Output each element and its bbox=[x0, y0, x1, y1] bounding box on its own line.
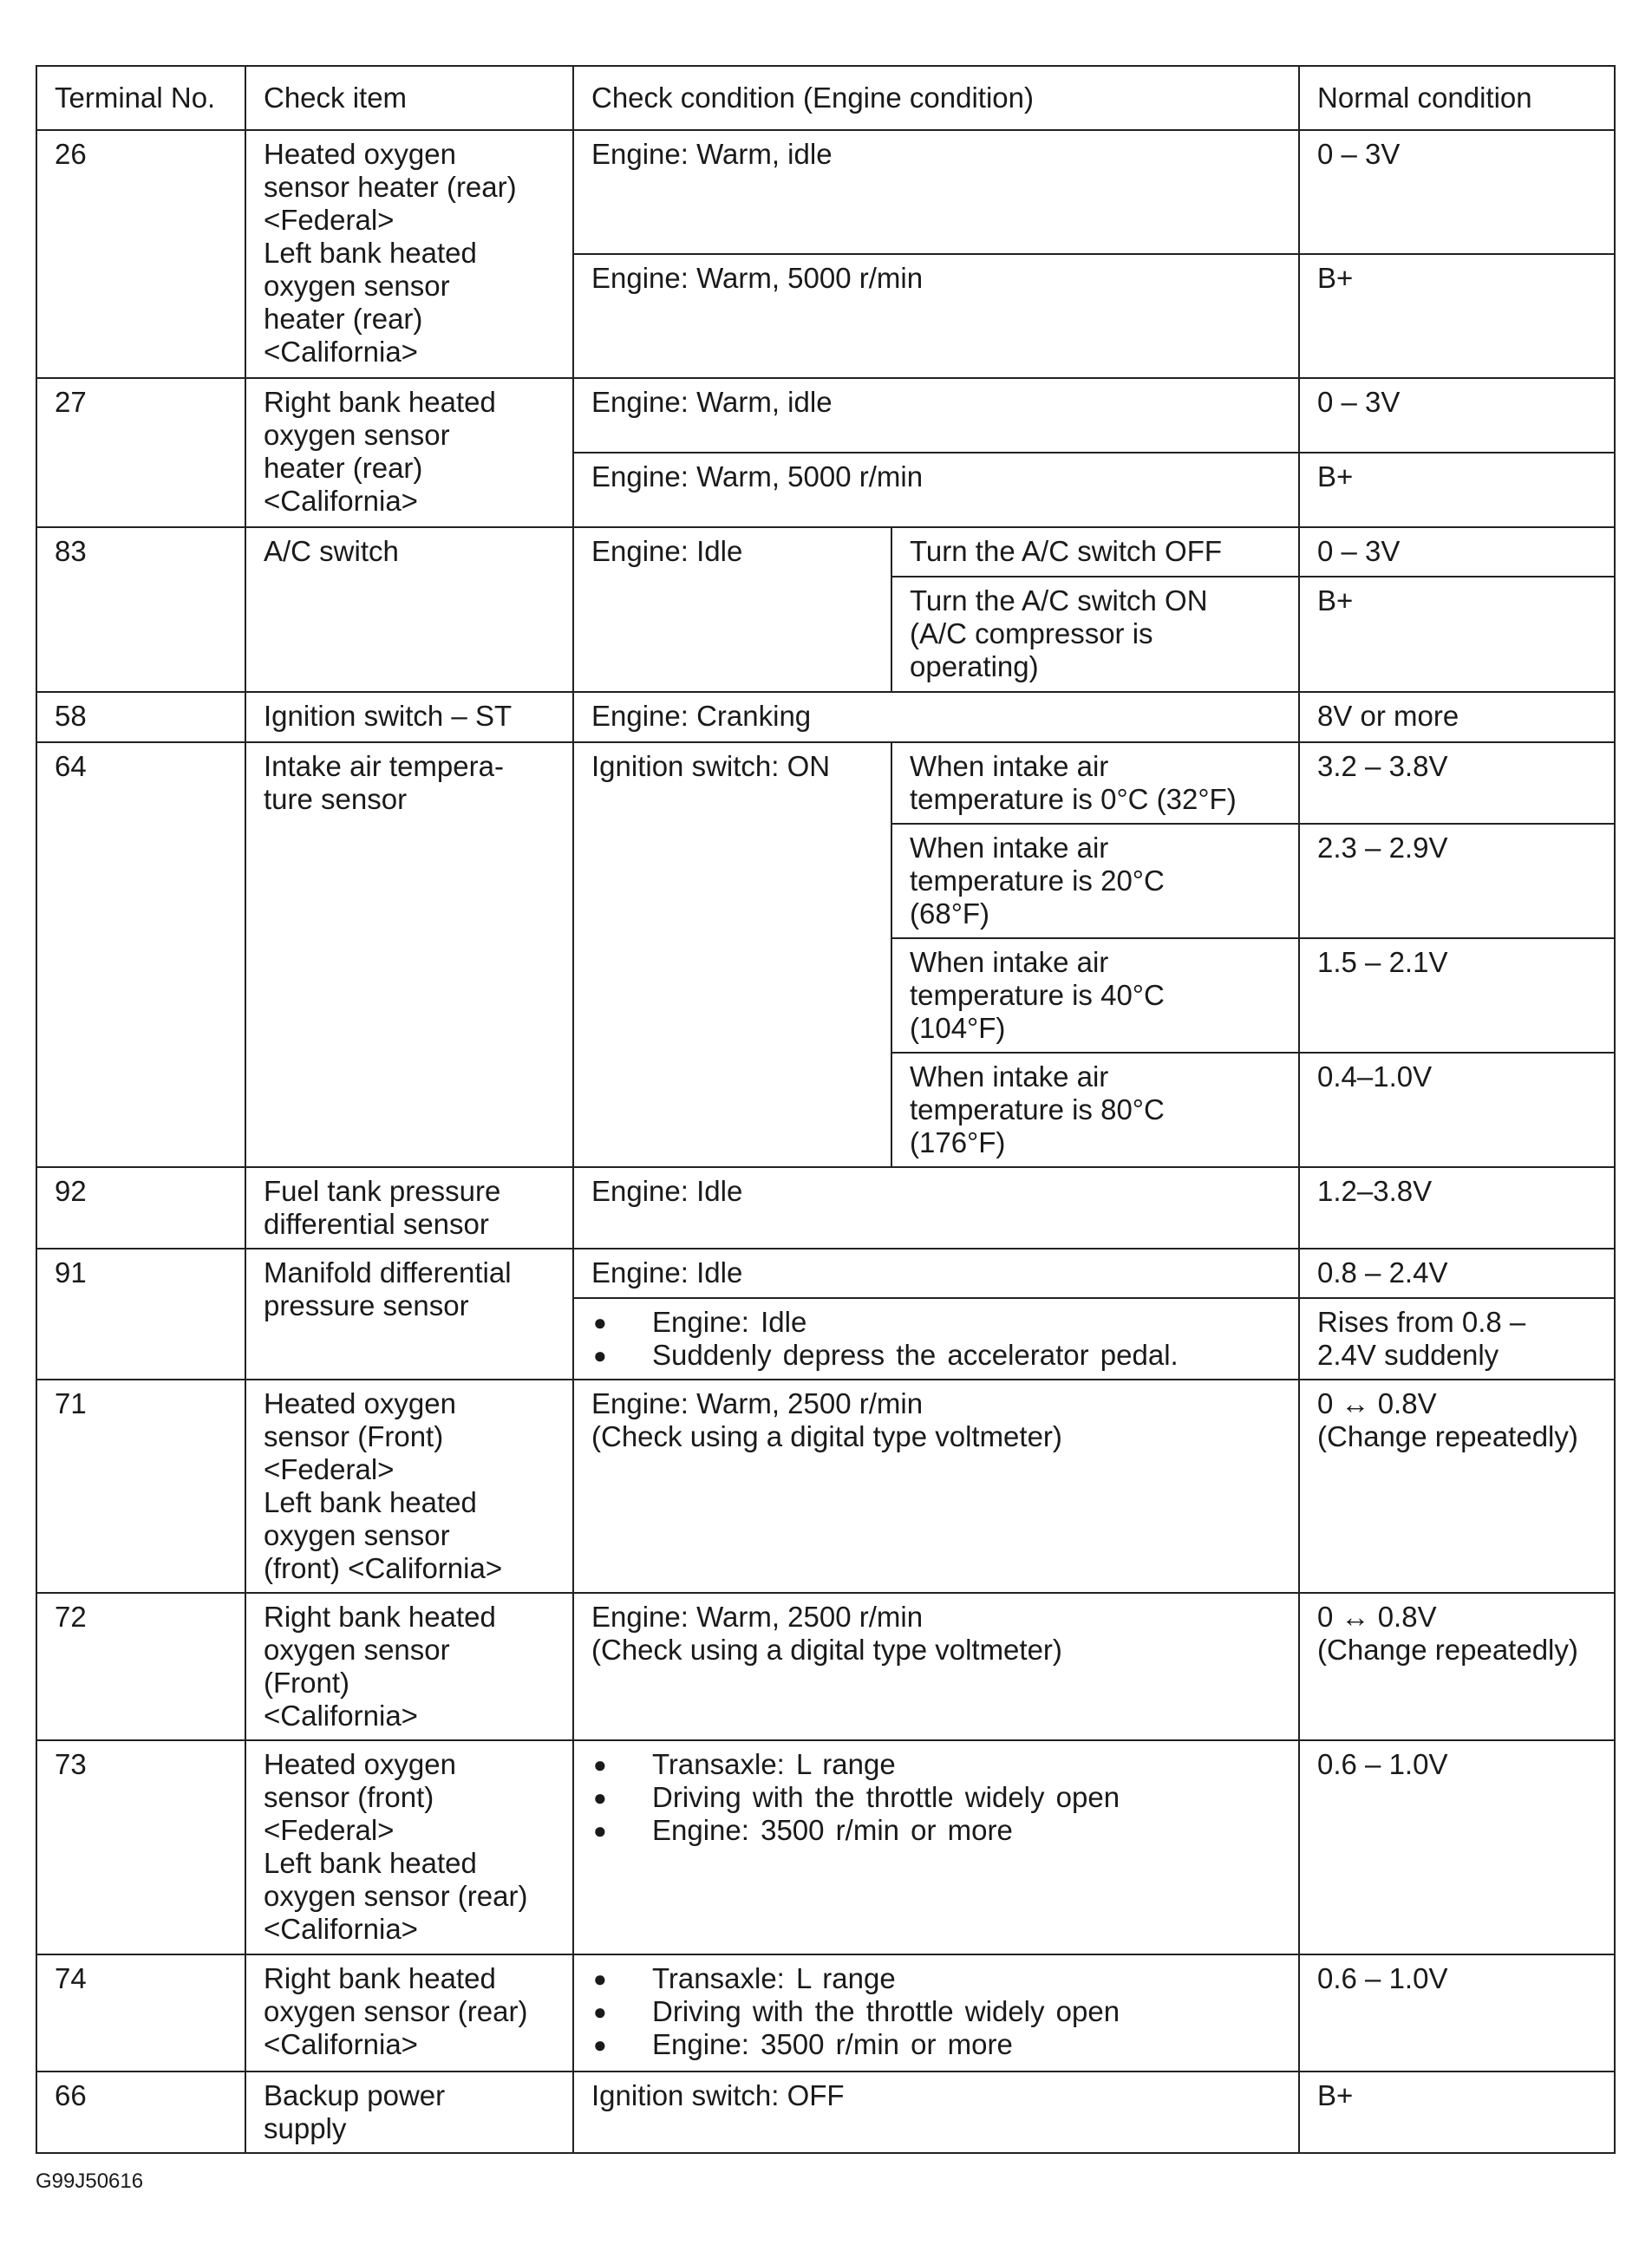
check-item: Backup power supply bbox=[245, 2072, 573, 2153]
table-row bbox=[36, 742, 1615, 824]
check-sub-condition: When intake air temperature is 20°C (68°F) bbox=[891, 824, 1299, 938]
terminal-no: 58 bbox=[36, 692, 245, 742]
list-item: ● Suddenly depress the accelerator pedal. bbox=[591, 1339, 1283, 1372]
check-item: Fuel tank pressure differential sensor bbox=[245, 1167, 573, 1249]
check-item: Right bank heated oxygen sensor heater (rear) <California> bbox=[245, 378, 573, 527]
check-item: A/C switch bbox=[245, 527, 573, 692]
check-item: Heated oxygen sensor heater (rear) <Federal> Left bank heated oxygen sensor heater (rear) <California> bbox=[245, 130, 573, 378]
table-row bbox=[36, 1380, 1615, 1593]
check-sub-condition: Turn the A/C switch ON (A/C compressor is operating) bbox=[891, 577, 1299, 692]
normal-condition: 0 – 3V bbox=[1299, 378, 1615, 453]
check-condition: Engine: Warm, idle bbox=[573, 130, 1299, 254]
figure-code: G99J50616 bbox=[36, 2169, 144, 2193]
header-normal-condition: Normal condition bbox=[1299, 66, 1615, 130]
list-item: ● Transaxle: L range bbox=[591, 1962, 1283, 1995]
check-sub-condition: When intake air temperature is 0°C (32°F) bbox=[891, 742, 1299, 824]
terminal-no: 72 bbox=[36, 1593, 245, 1740]
table-row bbox=[36, 692, 1615, 742]
terminal-no: 27 bbox=[36, 378, 245, 527]
check-sub-condition: When intake air temperature is 80°C (176°F) bbox=[891, 1053, 1299, 1167]
table-row bbox=[36, 1740, 1615, 1954]
list-item: ● Engine: Idle bbox=[591, 1306, 1283, 1339]
list-item: ● Driving with the throttle widely open bbox=[591, 1781, 1283, 1814]
check-condition: Engine: Warm, idle bbox=[573, 378, 1299, 453]
normal-condition: 8V or more bbox=[1299, 692, 1615, 742]
normal-condition: 0 ↔ 0.8V (Change repeatedly) bbox=[1299, 1380, 1615, 1593]
normal-condition: B+ bbox=[1299, 2072, 1615, 2153]
condition-bullet-list bbox=[591, 1306, 1283, 1372]
terminal-no: 74 bbox=[36, 1954, 245, 2072]
terminal-no: 73 bbox=[36, 1740, 245, 1954]
header-check-item: Check item bbox=[245, 66, 573, 130]
check-condition: Engine: Idle bbox=[573, 1249, 1299, 1298]
condition-bullet-list bbox=[591, 1748, 1283, 1847]
normal-condition: 3.2 – 3.8V bbox=[1299, 742, 1615, 824]
normal-condition: 0 – 3V bbox=[1299, 130, 1615, 254]
check-item: Manifold differential pressure sensor bbox=[245, 1249, 573, 1380]
normal-condition: Rises from 0.8 – 2.4V suddenly bbox=[1299, 1298, 1615, 1380]
terminal-no: 83 bbox=[36, 527, 245, 692]
check-condition: Engine: Warm, 2500 r/min (Check using a digital type voltmeter) bbox=[573, 1593, 1299, 1740]
check-sub-condition: When intake air temperature is 40°C (104°F) bbox=[891, 938, 1299, 1053]
terminal-no: 64 bbox=[36, 742, 245, 1167]
check-sub-condition: Turn the A/C switch OFF bbox=[891, 527, 1299, 577]
terminal-check-table bbox=[36, 65, 1616, 2154]
list-item: ● Engine: 3500 r/min or more bbox=[591, 2028, 1283, 2061]
list-item: ● Transaxle: L range bbox=[591, 1748, 1283, 1781]
normal-condition: B+ bbox=[1299, 254, 1615, 378]
terminal-no: 91 bbox=[36, 1249, 245, 1380]
table-row bbox=[36, 2072, 1615, 2153]
check-condition bbox=[573, 1740, 1299, 1954]
terminal-no: 66 bbox=[36, 2072, 245, 2153]
normal-condition: 2.3 – 2.9V bbox=[1299, 824, 1615, 938]
header-terminal-no: Terminal No. bbox=[36, 66, 245, 130]
check-item: Ignition switch – ST bbox=[245, 692, 573, 742]
normal-condition: 0 ↔ 0.8V (Change repeatedly) bbox=[1299, 1593, 1615, 1740]
normal-condition: 1.2–3.8V bbox=[1299, 1167, 1615, 1249]
normal-condition: 1.5 – 2.1V bbox=[1299, 938, 1615, 1053]
check-condition bbox=[573, 1298, 1299, 1380]
check-item: Right bank heated oxygen sensor (Front) <California> bbox=[245, 1593, 573, 1740]
header-check-condition: Check condition (Engine condition) bbox=[573, 66, 1299, 130]
check-condition: Engine: Idle bbox=[573, 1167, 1299, 1249]
check-item: Right bank heated oxygen sensor (rear) <California> bbox=[245, 1954, 573, 2072]
check-condition: Engine: Warm, 2500 r/min (Check using a digital type voltmeter) bbox=[573, 1380, 1299, 1593]
normal-condition: 0.6 – 1.0V bbox=[1299, 1740, 1615, 1954]
table-row bbox=[36, 1249, 1615, 1298]
normal-condition: B+ bbox=[1299, 453, 1615, 527]
table-row bbox=[36, 527, 1615, 577]
list-item: ● Driving with the throttle widely open bbox=[591, 1995, 1283, 2028]
check-condition: Engine: Cranking bbox=[573, 692, 1299, 742]
normal-condition: 0 – 3V bbox=[1299, 527, 1615, 577]
check-condition bbox=[573, 1954, 1299, 2072]
terminal-no: 92 bbox=[36, 1167, 245, 1249]
check-condition: Ignition switch: OFF bbox=[573, 2072, 1299, 2153]
terminal-no: 26 bbox=[36, 130, 245, 378]
list-item: ● Engine: 3500 r/min or more bbox=[591, 1814, 1283, 1847]
check-item: Intake air tempera- ture sensor bbox=[245, 742, 573, 1167]
table-row bbox=[36, 1593, 1615, 1740]
check-item: Heated oxygen sensor (Front) <Federal> Left bank heated oxygen sensor (front) <California> bbox=[245, 1380, 573, 1593]
check-condition: Engine: Warm, 5000 r/min bbox=[573, 254, 1299, 378]
table-header-row bbox=[36, 66, 1615, 130]
table-row bbox=[36, 130, 1615, 254]
check-condition: Engine: Warm, 5000 r/min bbox=[573, 453, 1299, 527]
normal-condition: 0.4–1.0V bbox=[1299, 1053, 1615, 1167]
check-condition: Ignition switch: ON bbox=[573, 742, 891, 1167]
normal-condition: B+ bbox=[1299, 577, 1615, 692]
table-row bbox=[36, 378, 1615, 453]
table-row bbox=[36, 1167, 1615, 1249]
normal-condition: 0.8 – 2.4V bbox=[1299, 1249, 1615, 1298]
condition-bullet-list bbox=[591, 1962, 1283, 2061]
check-item: Heated oxygen sensor (front) <Federal> Left bank heated oxygen sensor (rear) <California> bbox=[245, 1740, 573, 1954]
normal-condition: 0.6 – 1.0V bbox=[1299, 1954, 1615, 2072]
terminal-no: 71 bbox=[36, 1380, 245, 1593]
check-condition: Engine: Idle bbox=[573, 527, 891, 692]
table-row bbox=[36, 1954, 1615, 2072]
